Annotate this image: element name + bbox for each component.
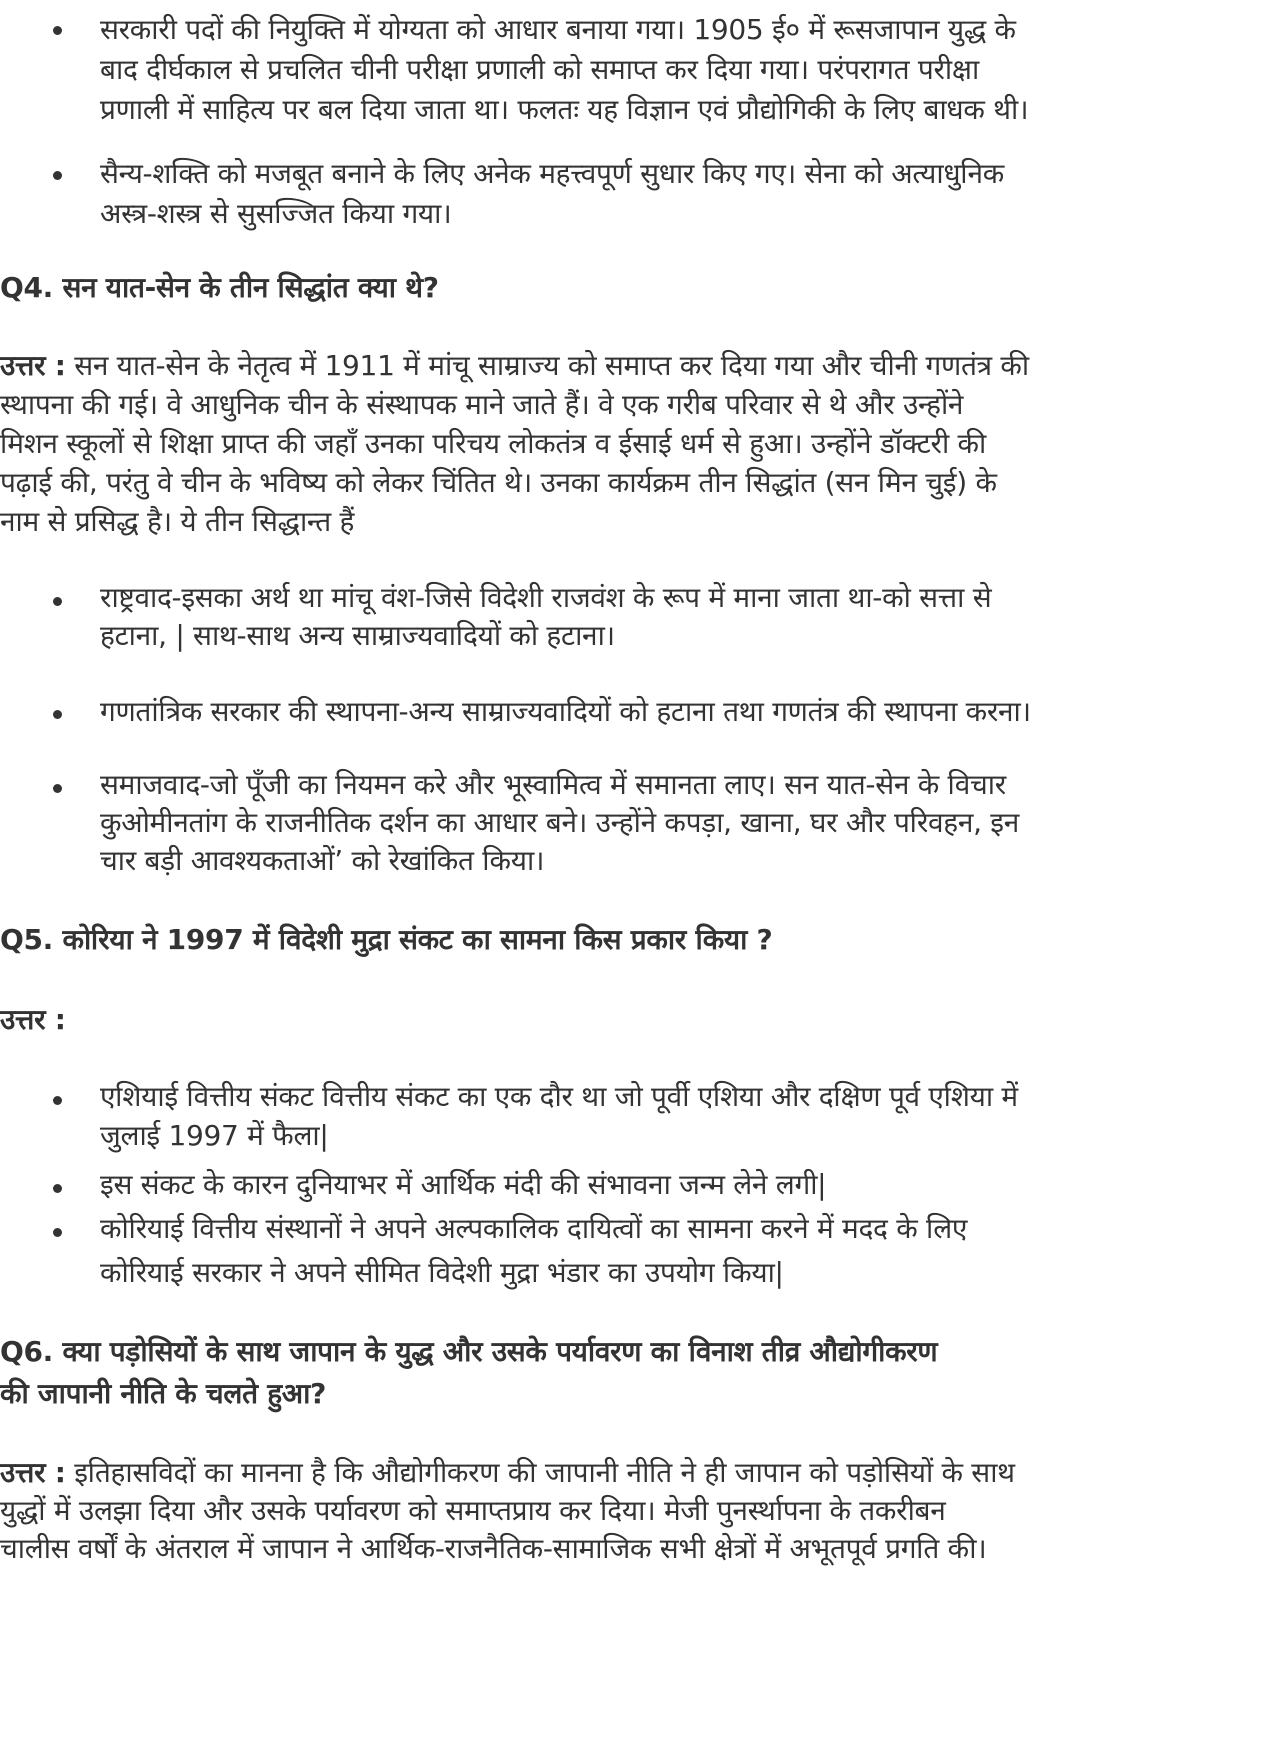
answer-text: सन यात-सेन के नेतृत्व में 1911 में मांचू साम्राज्य को समाप्त कर दिया गया और चीनी गणतंत्र की xyxy=(65,349,1029,382)
question-heading-q6: Q6. क्या पड़ोसियों के साथ जापान के युद्ध और उसके पर्यावरण का विनाश तीव्र औद्योगीकरण xyxy=(0,1335,938,1368)
answer-label: उत्तर : xyxy=(0,1003,66,1036)
answer-label: उत्तर : xyxy=(0,1456,66,1489)
bullet-icon xyxy=(53,784,62,793)
list-item-line: बाद दीर्घकाल से प्रचलित चीनी परीक्षा प्रणाली को समाप्त कर दिया गया। परंपरागत परीक्षा xyxy=(100,53,979,86)
bullet-icon xyxy=(53,1184,62,1193)
bullet-icon xyxy=(53,1096,62,1105)
answer-line xyxy=(0,1453,1015,1493)
list-item-line: इस संकट के कारन दुनियाभर में आर्थिक मंदी की संभावना जन्म लेने लगी| xyxy=(100,1168,827,1201)
bullet-icon xyxy=(53,1228,62,1237)
answer-line: नाम से प्रसिद्ध है। ये तीन सिद्धान्त हैं xyxy=(0,505,355,538)
answer-line: स्थापना की गई। वे आधुनिक चीन के संस्थापक माने जाते हैं। वे एक गरीब परिवार से थे और उन्होंने xyxy=(0,388,964,421)
question-heading-q5: Q5. कोरिया ने 1997 में विदेशी मुद्रा संकट का सामना किस प्रकार किया ? xyxy=(0,923,773,956)
question-heading-q6-line2: की जापानी नीति के चलते हुआ? xyxy=(0,1377,327,1410)
answer-line: पढ़ाई की, परंतु वे चीन के भविष्य को लेकर चिंतित थे। उनका कार्यक्रम तीन सिद्धांत (सन मिन चुई) के xyxy=(0,466,997,499)
list-item-line: एशियाई वित्तीय संकट वित्तीय संकट का एक दौर था जो पूर्वी एशिया और दक्षिण पूर्व एशिया में xyxy=(100,1080,1018,1113)
list-item-line: चार बड़ी आवश्यकताओं’ को रेखांकित किया। xyxy=(100,844,545,877)
answer-line: चालीस वर्षों के अंतराल में जापान ने आर्थिक-राजनैतिक-सामाजिक सभी क्षेत्रों में अभूतपूर्व प्रगति की। xyxy=(0,1532,987,1565)
answer-label: उत्तर : xyxy=(0,349,66,382)
list-item-line: सरकारी पदों की नियुक्ति में योग्यता को आधार बनाया गया। 1905 ई० में रूसजापान युद्ध के xyxy=(100,13,1016,46)
list-item-line: गणतांत्रिक सरकार की स्थापना-अन्य साम्राज्यवादियों को हटाना तथा गणतंत्र की स्थापना करना। xyxy=(100,695,1031,728)
list-item-line: समाजवाद-जो पूँजी का नियमन करे और भूस्वामित्व में समानता लाए। सन यात-सेन के विचार xyxy=(100,768,1006,801)
list-item-line: हटाना, | साथ-साथ अन्य साम्राज्यवादियों को हटाना। xyxy=(100,619,615,652)
list-item-line: कोरियाई वित्तीय संस्थानों ने अपने अल्पकालिक दायित्वों का सामना करने में मदद के लिए xyxy=(100,1212,968,1245)
list-item-line: अस्त्र-शस्त्र से सुसज्जित किया गया। xyxy=(100,197,452,230)
bullet-icon xyxy=(53,171,62,180)
answer-text: इतिहासविदों का मानना है कि औद्योगीकरण की जापानी नीति ने ही जापान को पड़ोसियों के साथ xyxy=(65,1456,1015,1489)
answer-line: युद्धों में उलझा दिया और उसके पर्यावरण को समाप्तप्राय कर दिया। मेजी पुनर्स्थापना के तकरीबन xyxy=(0,1494,946,1527)
answer-line xyxy=(0,346,1029,386)
list-item-line: प्रणाली में साहित्य पर बल दिया जाता था। फलतः यह विज्ञान एवं प्रौद्योगिकी के लिए बाधक थी। xyxy=(100,93,1029,126)
answer-line: मिशन स्कूलों से शिक्षा प्राप्त की जहाँ उनका परिचय लोकतंत्र व ईसाई धर्म से हुआ। उन्होंने डॉक्टरी की xyxy=(0,427,986,460)
list-item-line: कुओमीनतांग के राजनीतिक दर्शन का आधार बने। उन्होंने कपड़ा, खाना, घर और परिवहन, इन xyxy=(100,806,1019,839)
list-item-line: कोरियाई सरकार ने अपने सीमित विदेशी मुद्रा भंडार का उपयोग किया| xyxy=(100,1256,784,1289)
bullet-icon xyxy=(53,710,62,719)
bullet-icon xyxy=(53,597,62,606)
list-item-line: सैन्य-शक्ति को मजबूत बनाने के लिए अनेक महत्त्वपूर्ण सुधार किए गए। सेना को अत्याधुनिक xyxy=(100,157,1004,190)
list-item-line: जुलाई 1997 में फैला| xyxy=(100,1119,329,1152)
bullet-icon xyxy=(53,26,62,35)
list-item-line: राष्ट्रवाद-इसका अर्थ था मांचू वंश-जिसे विदेशी राजवंश के रूप में माना जाता था-को सत्ता से xyxy=(100,581,992,614)
question-heading-q4: Q4. सन यात-सेन के तीन सिद्धांत क्या थे? xyxy=(0,271,439,304)
